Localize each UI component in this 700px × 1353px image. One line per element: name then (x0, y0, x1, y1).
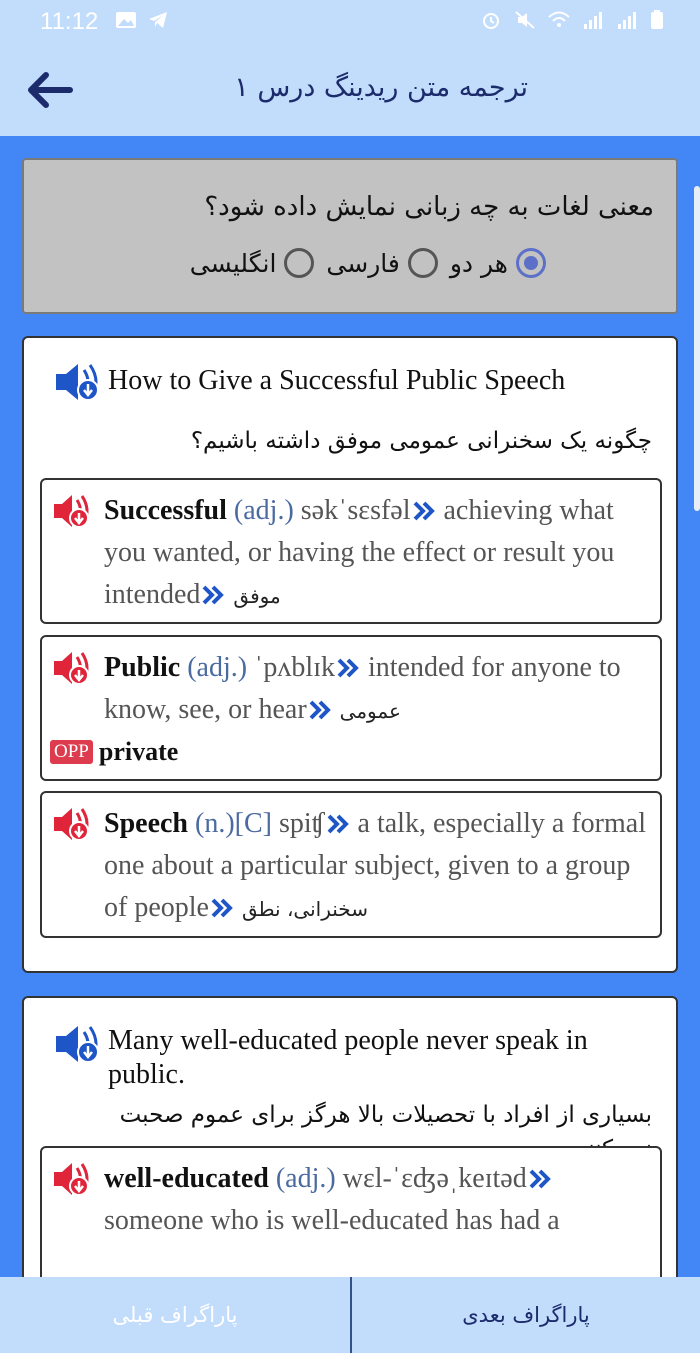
status-time: 11:12 (40, 8, 99, 35)
pronunciation: ˈpʌblɪk (254, 652, 335, 683)
vocab-card (40, 1146, 662, 1277)
radio-option-english[interactable] (190, 248, 315, 278)
next-paragraph-button[interactable]: پاراگراف بعدی (350, 1277, 700, 1353)
part-of-speech: (adj.) (275, 1163, 336, 1194)
radio-label: فارسی (326, 248, 400, 278)
persian-sentence: بسیاری از افراد با تحصیلات بالا هرگز برای عموم صحبت (119, 1102, 652, 1128)
radio-button-selected[interactable] (516, 248, 546, 278)
persian-sentence: چگونه یک سخنرانی عمومی موفق داشته باشیم؟ (190, 428, 652, 454)
page-title: ترجمه متن ریدینگ درس ۱ (234, 72, 528, 103)
vocab-meaning-fa: سخنرانی، نطق (241, 897, 368, 921)
pronunciation: səkˈsɛsfəl (300, 495, 411, 526)
paragraph-card (22, 996, 678, 1277)
content-scroll-area[interactable] (0, 136, 700, 1277)
opp-badge: OPP (50, 740, 93, 764)
app-bar (0, 44, 700, 136)
radio-option-both[interactable] (450, 248, 546, 278)
telegram-icon (147, 10, 169, 30)
signal-icon (582, 10, 604, 30)
pronunciation: spiʧ (278, 808, 325, 839)
status-bar (0, 0, 700, 44)
vocab-word: Speech (104, 808, 188, 839)
vocab-definition: a talk, especially a formal one about a particular subject, given to a group of people (104, 808, 646, 923)
vocab-definition: intended for anyone to know, see, or hear (104, 652, 621, 725)
battery-icon (650, 10, 664, 30)
vocab-word: Public (104, 652, 181, 683)
bottom-nav-bar (0, 1277, 700, 1353)
language-selector-box (22, 158, 678, 314)
vocab-definition: achieving what you wanted, or having the effect or result you intended (104, 495, 615, 610)
alarm-icon (480, 10, 502, 30)
opposite-row (50, 737, 178, 767)
vocab-card (40, 478, 662, 624)
language-radio-group (190, 248, 546, 278)
english-sentence: Many well-educated people never speak in public. (108, 1025, 588, 1090)
double-chevron-icon (325, 813, 351, 835)
radio-button[interactable] (284, 248, 314, 278)
speaker-download-icon[interactable] (52, 1160, 96, 1198)
vocab-meaning-fa: عمومی (339, 699, 401, 723)
speaker-download-icon[interactable] (52, 649, 96, 687)
speaker-download-icon[interactable] (54, 360, 108, 404)
vocab-card (40, 635, 662, 781)
double-chevron-icon (307, 699, 333, 721)
part-of-speech: (n.)[C] (195, 808, 272, 839)
previous-paragraph-button[interactable]: پاراگراف قبلی (112, 1303, 238, 1327)
opposite-word: private (98, 737, 179, 766)
image-icon (115, 10, 137, 30)
vocab-meaning-fa: موفق (233, 584, 281, 608)
part-of-speech: (adj.) (233, 495, 294, 526)
speaker-download-icon[interactable] (52, 492, 96, 530)
back-button[interactable] (24, 64, 76, 116)
vocab-card (40, 791, 662, 938)
radio-option-persian[interactable] (326, 248, 437, 278)
pronunciation: wɛl-ˈɛʤəˌkeɪtəd (342, 1163, 527, 1194)
double-chevron-icon (200, 584, 226, 606)
double-chevron-icon (411, 500, 437, 522)
double-chevron-icon (527, 1168, 553, 1190)
signal-icon (616, 10, 638, 30)
language-question: معنی لغات به چه زبانی نمایش داده شود؟ (204, 192, 654, 222)
vocab-word: Successful (104, 495, 227, 526)
radio-button[interactable] (408, 248, 438, 278)
radio-label: انگلیسی (189, 248, 277, 278)
paragraph-card (22, 336, 678, 973)
english-sentence: How to Give a Successful Public Speech (108, 365, 566, 396)
radio-label: هر دو (449, 248, 508, 278)
wifi-icon (548, 10, 570, 30)
vocab-definition: someone who is well-educated has had a (104, 1205, 560, 1236)
speaker-download-icon[interactable] (54, 1022, 108, 1066)
speaker-download-icon[interactable] (52, 805, 96, 843)
mute-icon (514, 10, 536, 30)
vocab-word: well-educated (104, 1163, 269, 1194)
part-of-speech: (adj.) (187, 652, 248, 683)
scrollbar[interactable] (694, 186, 700, 511)
double-chevron-icon (335, 657, 361, 679)
arrow-left-icon (26, 70, 74, 110)
double-chevron-icon (209, 897, 235, 919)
